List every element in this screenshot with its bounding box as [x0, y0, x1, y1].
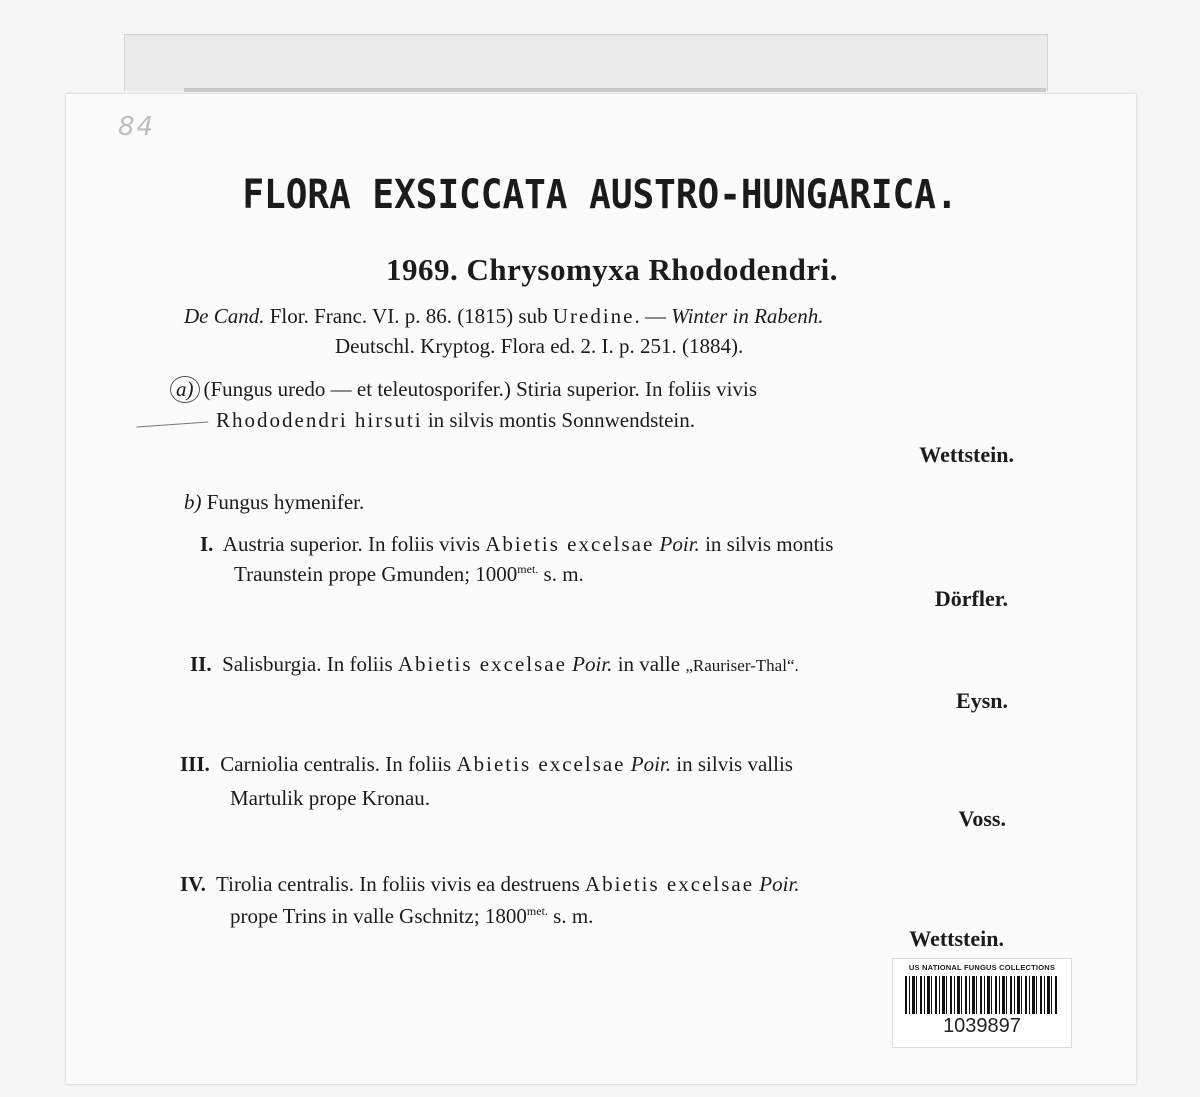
- section-a-host: Rhododendri hirsuti: [216, 408, 423, 432]
- item-4-line-2: [230, 904, 593, 929]
- item-4-locality: prope Trins in valle Gschnitz; 1800: [230, 904, 527, 928]
- barcode-number: 1039897: [943, 1015, 1021, 1037]
- item-1-collector: Dörfler.: [934, 586, 1008, 611]
- section-b-heading: [184, 490, 364, 515]
- item-1-host: Abietis excelsae: [485, 532, 655, 556]
- citation-line-2: Deutschl. Kryptog. Flora ed. 2. I. p. 251. (1884).: [335, 334, 744, 358]
- item-3-auth: Poir.: [625, 752, 672, 776]
- barcode-bars: [905, 976, 1057, 1014]
- citation-line-1: [184, 304, 823, 329]
- item-2-numeral: II.: [190, 652, 212, 676]
- item-1-numeral: I.: [200, 532, 214, 556]
- item-3-host: Abietis excelsae: [456, 752, 626, 776]
- item-4-line-1: [180, 872, 800, 897]
- section-a-locality: in silvis montis Sonnwendstein.: [422, 408, 696, 432]
- item-4-unit: met.: [526, 904, 548, 918]
- citation-dash: . —: [634, 304, 672, 328]
- item-2-collector: Eysn.: [956, 688, 1008, 713]
- item-2-text-2: in valle: [612, 652, 686, 676]
- item-1-locality: Traunstein prope Gmunden; 1000: [234, 562, 518, 586]
- item-3-text-2: in silvis vallis: [671, 752, 793, 776]
- citation-author-1: De Cand.: [184, 304, 265, 328]
- section-a-line-1: [170, 376, 757, 403]
- item-3-numeral: III.: [180, 752, 210, 776]
- strip-shadow: [184, 88, 1046, 92]
- item-1-line-1: [200, 532, 833, 557]
- item-2-text: Salisburgia. In foliis: [222, 652, 398, 676]
- mounting-strip: [124, 34, 1048, 91]
- item-2-valley: „Rauriser-Thal“.: [685, 656, 799, 675]
- pencil-mark: 84: [118, 112, 156, 142]
- item-1-text-2: in silvis montis: [699, 532, 834, 556]
- item-1-elev: s. m.: [538, 562, 584, 586]
- section-a-text: (Fungus uredo — et teleutosporifer.) Stiria superior. In foliis vivis: [203, 377, 758, 401]
- item-4-auth: Poir.: [754, 872, 800, 896]
- citation-author-2: Winter in Rabenh.: [671, 304, 824, 328]
- species-heading: 1969. Chrysomyxa Rhododendri.: [386, 252, 838, 287]
- item-1-auth: Poir.: [654, 532, 700, 556]
- section-a-line-2: [216, 408, 695, 433]
- item-4-collector: Wettstein.: [909, 926, 1004, 951]
- item-4-text: Tirolia centralis. In foliis vivis ea destruens: [216, 872, 586, 896]
- section-a-collector: Wettstein.: [919, 442, 1014, 467]
- item-1-text: Austria superior. In foliis vivis: [222, 532, 486, 556]
- barcode-label: [892, 958, 1072, 1048]
- item-1-line-2: [234, 562, 584, 587]
- item-3-text: Carniolia centralis. In foliis: [220, 752, 457, 776]
- barcode-institution: US NATIONAL FUNGUS COLLECTIONS: [908, 963, 1056, 972]
- section-b-label: b): [184, 490, 202, 514]
- section-a-label: a): [170, 376, 200, 403]
- item-4-host: Abietis excelsae: [585, 872, 755, 896]
- item-3-line-1: [180, 752, 793, 777]
- item-1-unit: met.: [517, 562, 539, 576]
- collection-title: FLORA EXSICCATA AUSTRO-HUNGARICA.: [242, 172, 958, 218]
- item-3-line-2: Martulik prope Kronau.: [230, 786, 431, 810]
- section-b-text: Fungus hymenifer.: [201, 490, 365, 514]
- item-4-numeral: IV.: [180, 872, 206, 896]
- item-2-host: Abietis excelsae: [397, 652, 567, 676]
- citation-text-1: Flor. Franc. VI. p. 86. (1815) sub: [264, 304, 553, 328]
- item-2-line-1: [190, 652, 799, 677]
- item-3-collector: Voss.: [958, 806, 1006, 831]
- citation-taxon: Uredine: [552, 304, 635, 328]
- item-4-elev: s. m.: [547, 904, 594, 928]
- item-2-auth: Poir.: [566, 652, 613, 676]
